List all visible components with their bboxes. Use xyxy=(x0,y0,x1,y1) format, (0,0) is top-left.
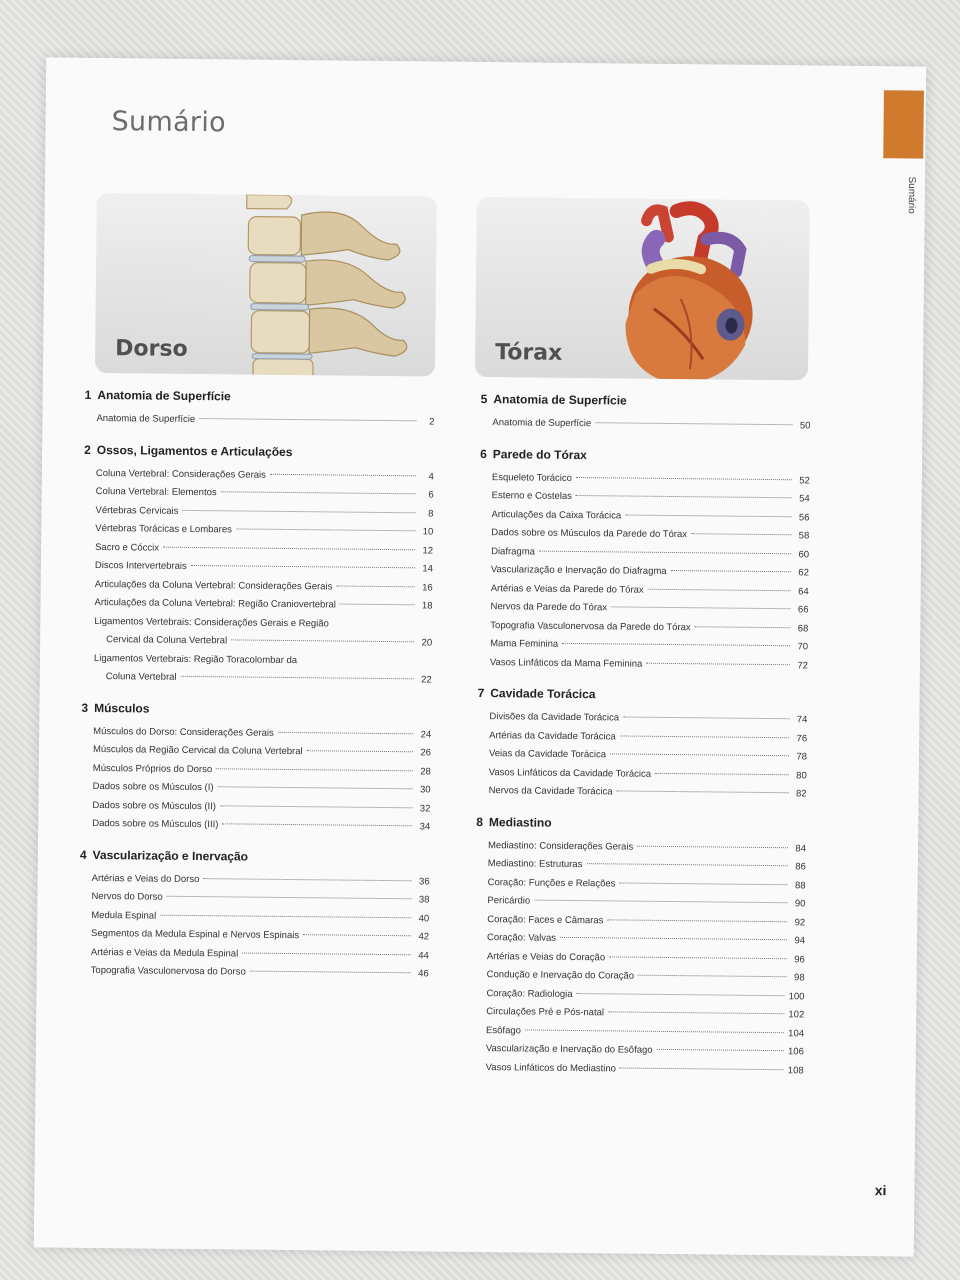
toc-entry-title: Músculos da Região Cervical da Coluna Vertebral xyxy=(92,743,303,758)
dot-leader xyxy=(646,662,790,665)
toc-entry-title: Nervos do Dorso xyxy=(91,890,163,903)
dot-leader xyxy=(586,863,787,866)
toc-entry-title: Vasos Linfáticos da Mama Feminina xyxy=(489,656,643,670)
toc-page-number: 18 xyxy=(421,600,433,612)
toc-entry-title: Articulações da Caixa Torácica xyxy=(491,508,622,521)
chapter-heading xyxy=(81,700,431,718)
toc-entry-title: Coração: Radiologia xyxy=(486,987,573,1000)
dot-leader xyxy=(336,585,414,587)
dot-leader xyxy=(221,491,416,494)
toc-entry-title: Veias da Cavidade Torácica xyxy=(488,748,607,761)
dot-leader xyxy=(620,1067,784,1070)
chapter-heading xyxy=(476,814,806,831)
chapter-heading xyxy=(481,392,811,409)
chapter-number: 5 xyxy=(480,391,488,407)
dot-leader xyxy=(608,1011,784,1014)
toc-page-number: 30 xyxy=(419,784,431,796)
chapter-title: Vascularização e Inervação xyxy=(92,847,249,864)
left-toc-column xyxy=(78,388,434,998)
toc-entry-title: Discos Intervertebrais xyxy=(94,559,187,572)
toc-entry-title: Músculos do Dorso: Considerações Gerais xyxy=(93,725,274,739)
dot-leader xyxy=(218,786,413,789)
toc-page-number: 64 xyxy=(798,585,809,597)
dot-leader xyxy=(695,626,791,628)
toc-entry-title: Divisões da Cavidade Torácica xyxy=(489,711,620,724)
dot-leader xyxy=(691,533,791,535)
toc-page-number: 106 xyxy=(787,1046,804,1058)
dot-leader xyxy=(307,750,413,752)
dot-leader xyxy=(617,790,789,793)
toc-page-number: 94 xyxy=(794,935,806,947)
chapter-number: 3 xyxy=(81,700,89,715)
toc-page-number: 34 xyxy=(419,821,431,833)
side-section-label: Sumário xyxy=(905,176,918,214)
dot-leader xyxy=(534,900,787,904)
toc-page-number: 80 xyxy=(796,769,807,781)
dot-leader xyxy=(595,422,792,425)
toc-entry[interactable] xyxy=(474,1003,804,1025)
toc-page-number: 32 xyxy=(419,802,431,814)
toc-page-number: 26 xyxy=(420,747,432,759)
toc-chapter xyxy=(476,686,807,804)
toc-entry-title: Vascularização e Inervação do Diafragma xyxy=(490,564,667,577)
toc-page-number: 22 xyxy=(421,674,432,686)
dot-leader xyxy=(220,805,412,808)
toc-entry[interactable] xyxy=(82,668,432,690)
dot-leader xyxy=(648,588,791,590)
dot-leader xyxy=(340,604,415,606)
toc-page-number: 76 xyxy=(796,732,808,744)
chapter-number: 8 xyxy=(476,814,484,829)
toc-page-number: 70 xyxy=(797,641,809,653)
toc-entry[interactable] xyxy=(80,815,430,837)
dot-leader xyxy=(671,570,791,572)
page-title: Sumário xyxy=(111,106,227,139)
toc-page-number: 42 xyxy=(418,931,430,943)
toc-page-number: 102 xyxy=(788,1009,805,1021)
toc-page-number: 86 xyxy=(795,861,806,873)
toc-page-number: 12 xyxy=(422,544,434,557)
toc-entry-title: Anatomia de Superfície xyxy=(492,417,592,430)
toc-page-number: 108 xyxy=(787,1064,804,1076)
toc-entry-title: Coluna Vertebral: Elementos xyxy=(95,485,217,499)
toc-entry-title: Anatomia de Superfície xyxy=(96,412,196,426)
chapter-number: 2 xyxy=(84,442,91,457)
dot-leader xyxy=(623,717,789,720)
toc-entry-title: Articulações da Coluna Vertebral: Região Craniovertebral xyxy=(94,596,336,611)
chapter-heading xyxy=(80,847,430,865)
toc-entry-title: Coração: Faces e Câmaras xyxy=(487,913,604,926)
toc-entry-title: Nervos da Cavidade Torácica xyxy=(488,785,613,798)
toc-entry-title: Condução e Inervação do Coração xyxy=(486,969,635,982)
dot-leader xyxy=(655,772,789,774)
chapter-title: Cavidade Torácica xyxy=(490,686,596,702)
dot-leader xyxy=(620,735,789,738)
dot-leader xyxy=(222,823,412,826)
toc-entry-title-line: Ligamentos Vertebrais: Considerações Gerais e Região xyxy=(94,615,329,629)
dorso-panel xyxy=(95,193,437,377)
dot-leader xyxy=(160,914,411,918)
dot-leader xyxy=(625,514,791,517)
toc-entry-title: Artérias e Veias do Dorso xyxy=(91,872,200,885)
toc-entry-title: Cervical da Coluna Vertebral xyxy=(106,634,228,647)
toc-page-number: 88 xyxy=(794,879,806,891)
torax-panel-label: Tórax xyxy=(495,340,563,366)
toc-entry-title: Coração: Valvas xyxy=(487,932,557,944)
toc-entry-title-line: Ligamentos Vertebrais: Região Toracolombar da xyxy=(93,652,298,666)
dot-leader xyxy=(250,971,411,974)
dot-leader xyxy=(619,882,787,885)
toc-page-number: 56 xyxy=(798,511,810,523)
dot-leader xyxy=(576,495,792,498)
toc-page-number: 50 xyxy=(799,420,811,432)
dot-leader xyxy=(236,528,415,531)
dorso-panel-label: Dorso xyxy=(115,336,188,362)
toc-entry-title: Circulações Pré e Pós-natal xyxy=(486,1006,605,1019)
toc-entry-title: Vasos Linfáticos do Mediastino xyxy=(485,1061,617,1074)
toc-page-number: 40 xyxy=(418,912,430,924)
toc-entry-title: Esterno e Costelas xyxy=(491,490,573,502)
toc-page-number: 16 xyxy=(422,581,433,594)
toc-entry-title: Segmentos da Medula Espinal e Nervos Espinais xyxy=(91,927,300,942)
dot-leader xyxy=(657,1049,784,1051)
toc-entry-title: Vascularização e Inervação do Esôfago xyxy=(485,1043,653,1056)
dot-leader xyxy=(242,952,411,955)
toc-page-number: 62 xyxy=(798,567,809,579)
right-toc-column xyxy=(473,392,810,1094)
toc-entry[interactable] xyxy=(79,962,429,984)
torax-panel xyxy=(475,197,810,380)
toc-page-number: 46 xyxy=(418,968,429,980)
toc-entry-title: Topografia Vasculonervosa do Dorso xyxy=(90,964,246,978)
chapter-number: 4 xyxy=(79,847,87,862)
toc-entry-title: Medula Espinal xyxy=(91,909,157,922)
toc-page-number: 104 xyxy=(788,1027,805,1039)
toc-entry[interactable] xyxy=(478,653,808,675)
dot-leader xyxy=(278,731,413,733)
toc-entry-title: Mama Feminina xyxy=(490,638,559,650)
toc-page-number: 24 xyxy=(420,728,432,740)
toc-page-number: 100 xyxy=(788,990,805,1002)
toc-entry-title: Mediastino: Estruturas xyxy=(487,858,583,871)
dot-leader xyxy=(199,418,416,421)
toc-page-number: 98 xyxy=(794,972,805,984)
dot-leader xyxy=(609,956,787,959)
toc-entry[interactable] xyxy=(474,1058,804,1080)
chapter-title: Anatomia de Superfície xyxy=(493,392,627,408)
toc-entry[interactable] xyxy=(476,782,806,804)
toc-chapter xyxy=(480,392,810,436)
toc-entry-title: Dados sobre os Músculos da Parede do Tórax xyxy=(491,527,688,541)
dot-leader xyxy=(562,643,790,646)
toc-entry-title: Artérias e Veias da Medula Espinal xyxy=(90,946,239,959)
dot-leader xyxy=(576,476,792,479)
toc-page-number: 92 xyxy=(794,916,806,928)
dot-leader xyxy=(525,1029,784,1033)
toc-page-number: 84 xyxy=(795,842,807,854)
toc-entry-title: Artérias e Veias do Coração xyxy=(486,950,606,963)
toc-page-number: 54 xyxy=(799,493,810,505)
chapter-title: Mediastino xyxy=(488,814,552,830)
toc-entry-title: Nervos da Parede do Tórax xyxy=(490,601,608,614)
dot-leader xyxy=(638,975,787,978)
toc-page-number: 10 xyxy=(422,526,434,538)
toc-entry-title: Pericárdio xyxy=(487,895,531,907)
toc-entry-title: Artérias da Cavidade Torácica xyxy=(489,729,616,742)
toc-entry-title: Coração: Funções e Relações xyxy=(487,876,616,889)
toc-chapter xyxy=(82,442,435,690)
toc-page-number: 6 xyxy=(428,489,434,501)
toc-chapter xyxy=(478,446,810,675)
dot-leader xyxy=(163,546,415,550)
chapter-number: 7 xyxy=(477,685,485,701)
chapter-heading xyxy=(478,686,808,703)
toc-entry-title: Topografia Vasculonervosa da Parede do Tórax xyxy=(490,619,691,633)
toc-page-number: 96 xyxy=(794,953,805,965)
toc-entry[interactable] xyxy=(84,410,434,432)
dot-leader xyxy=(577,993,785,996)
dot-leader xyxy=(203,878,411,881)
toc-page-number: 8 xyxy=(428,507,434,520)
dot-leader xyxy=(539,550,791,554)
toc-entry-title: Mediastino: Considerações Gerais xyxy=(487,839,634,853)
chapter-title: Músculos xyxy=(94,700,150,716)
toc-page-number: 90 xyxy=(794,898,806,910)
toc-entry-title: Vértebras Cervicais xyxy=(95,504,179,517)
toc-entry-title: Vasos Linfáticos da Cavidade Torácica xyxy=(488,766,652,780)
chapter-title: Parede do Tórax xyxy=(492,446,587,462)
toc-entry-title: Músculos Próprios do Dorso xyxy=(92,762,213,775)
toc-entry-title: Esôfago xyxy=(486,1024,522,1036)
toc-entry-title: Esqueleto Torácico xyxy=(491,471,573,484)
toc-chapter xyxy=(84,388,434,432)
toc-page-number: 74 xyxy=(796,714,808,726)
toc-page-number: 82 xyxy=(795,788,807,800)
chapter-number: 6 xyxy=(480,446,487,461)
dot-leader xyxy=(611,606,790,609)
toc-page-number: 38 xyxy=(418,894,430,906)
dot-leader xyxy=(191,565,415,568)
dot-leader xyxy=(637,845,788,848)
toc-page-number: 68 xyxy=(797,622,809,634)
toc-page-number: 72 xyxy=(797,659,808,671)
toc-chapter xyxy=(79,847,430,984)
toc-page-number: 66 xyxy=(797,604,809,616)
section-tab xyxy=(883,90,924,158)
dot-leader xyxy=(303,934,411,936)
chapter-number: 1 xyxy=(84,387,92,402)
dot-leader xyxy=(607,919,787,922)
toc-entry[interactable] xyxy=(480,414,810,436)
toc-entry-title: Dados sobre os Músculos (II) xyxy=(92,799,217,812)
toc-page-number: 20 xyxy=(421,637,433,649)
dot-leader xyxy=(181,676,414,679)
toc-page-number: 52 xyxy=(799,474,810,486)
toc-page-number: 4 xyxy=(428,470,434,483)
chapter-title: Ossos, Ligamentos e Articulações xyxy=(96,442,293,459)
book-page xyxy=(34,57,926,1256)
dot-leader xyxy=(270,473,416,476)
toc-entry-title: Dados sobre os Músculos (III) xyxy=(92,817,219,831)
toc-entry-title: Articulações da Coluna Vertebral: Considerações Gerais xyxy=(94,578,333,592)
dot-leader xyxy=(610,753,789,756)
chapter-heading xyxy=(84,442,434,460)
dot-leader xyxy=(231,639,414,642)
dot-leader xyxy=(167,896,412,900)
chapter-heading xyxy=(480,446,810,463)
toc-page-number: 60 xyxy=(798,548,810,560)
toc-entry-title: Vértebras Torácicas e Lombares xyxy=(95,522,232,536)
toc-entry-title: Coluna Vertebral: Considerações Gerais xyxy=(95,467,267,481)
toc-entry-title: Sacro e Cóccix xyxy=(95,541,160,554)
toc-entry-title: Diafragma xyxy=(491,545,535,558)
toc-entry-title: Dados sobre os Músculos (I) xyxy=(92,780,214,794)
dot-leader xyxy=(216,768,413,771)
toc-chapter xyxy=(474,814,807,1080)
toc-page-number: 58 xyxy=(798,530,810,542)
dot-leader xyxy=(182,509,415,512)
chapter-heading xyxy=(85,388,435,406)
toc-page-number: 28 xyxy=(420,765,431,777)
toc-entry-title: Coluna Vertebral xyxy=(105,671,177,683)
page-number: xi xyxy=(874,1182,887,1199)
toc-page-number: 2 xyxy=(429,416,435,428)
chapter-title: Anatomia de Superfície xyxy=(97,387,231,404)
dot-leader xyxy=(560,937,787,940)
toc-page-number: 78 xyxy=(796,751,808,763)
toc-page-number: 36 xyxy=(419,875,430,887)
toc-chapter xyxy=(80,700,431,837)
toc-page-number: 44 xyxy=(418,949,429,961)
toc-entry-title: Artérias e Veias da Parede do Tórax xyxy=(490,582,644,596)
toc-page-number: 14 xyxy=(422,563,433,575)
